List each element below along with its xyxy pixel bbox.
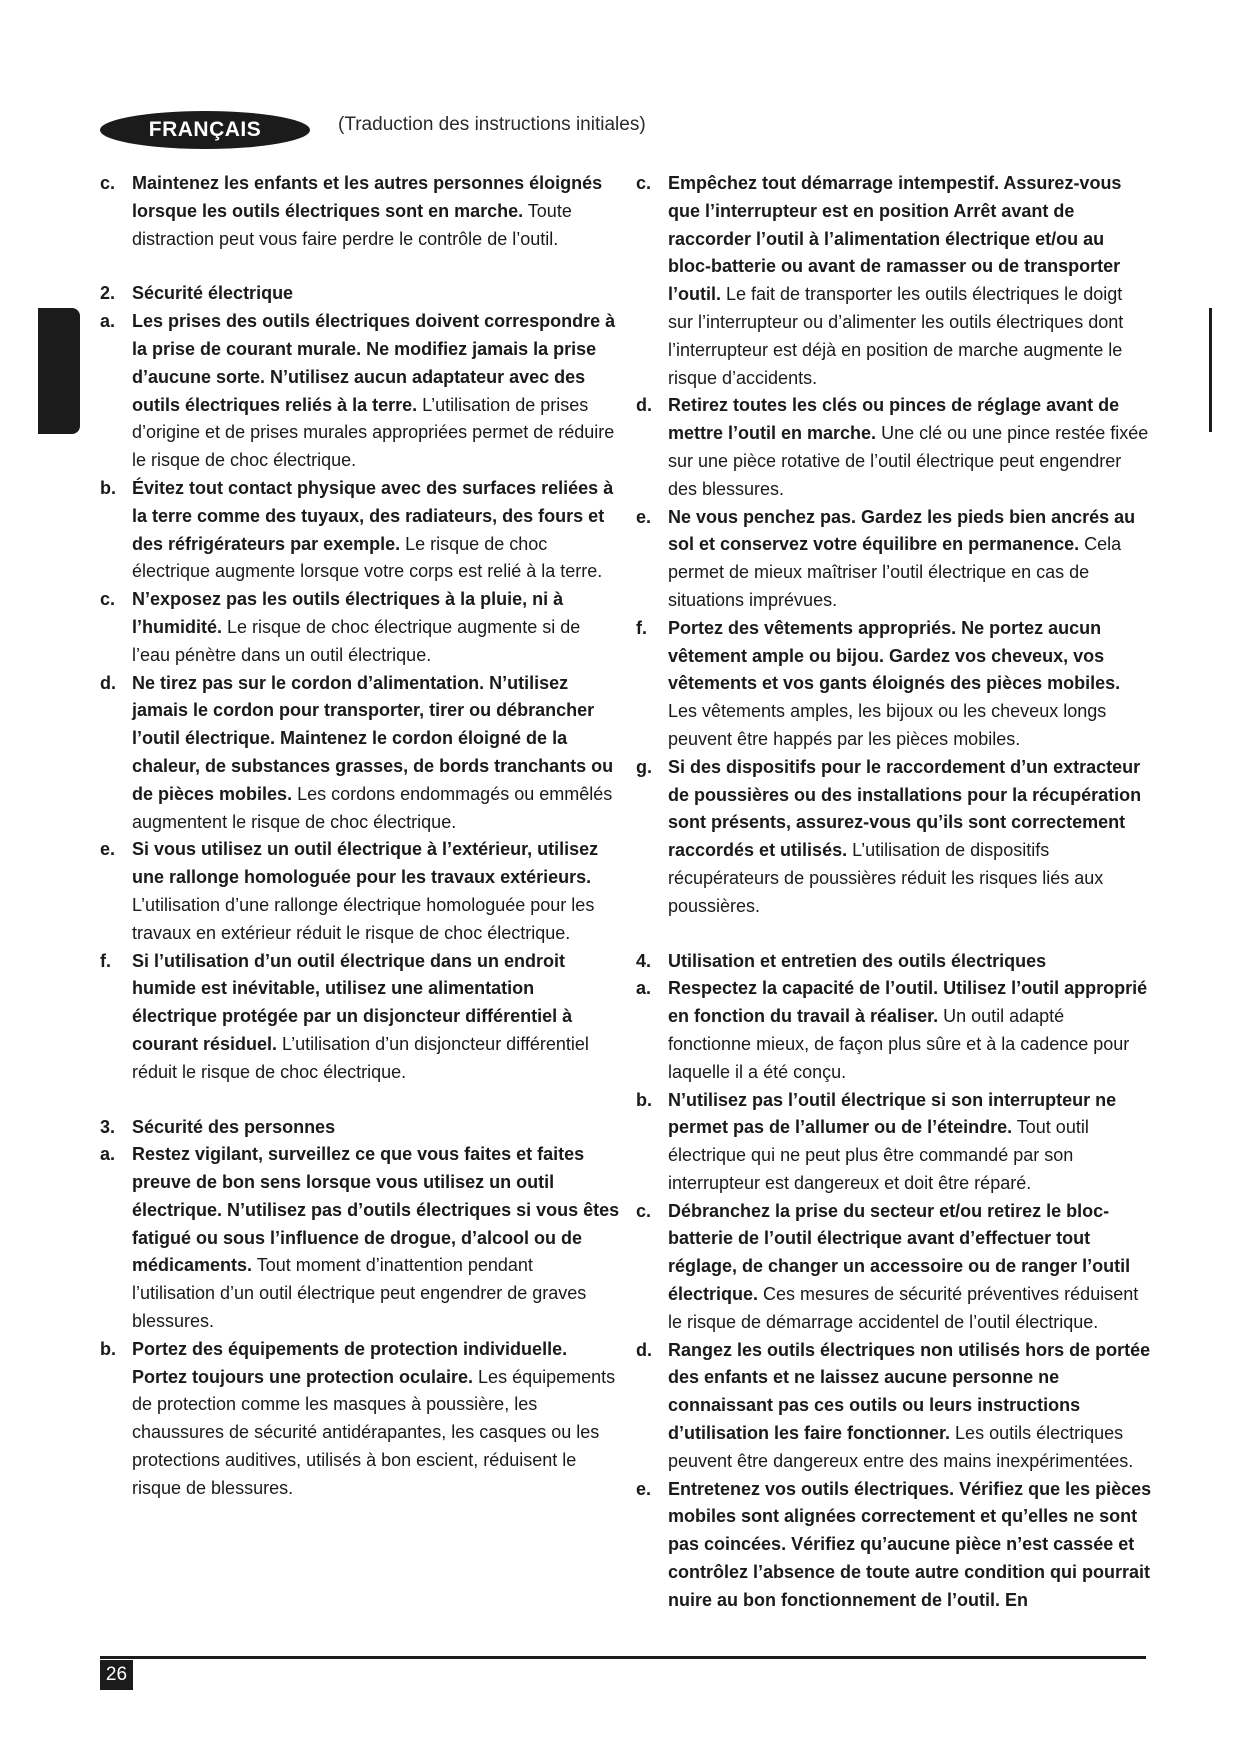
instruction-item xyxy=(636,392,1152,503)
instruction-item xyxy=(100,1141,620,1336)
item-normal-text: Le fait de transporter les outils électriques le doigt sur l’interrupteur ou d’alimenter les outils électriques dont l’interrupteur est déjà en position de marche augmente le risque d’accidents. xyxy=(668,284,1124,388)
item-bold-text: Évitez tout contact physique avec des surfaces reliées à la terre comme des tuyaux, des radiateurs, des fours et des réfrigérateurs par exemple. xyxy=(132,477,614,554)
item-label: b. xyxy=(100,477,116,498)
heading-text: Sécurité électrique xyxy=(132,283,294,304)
item-bold-text: Si vous utilisez un outil électrique à l’extérieur, utilisez une rallonge homologuée pour les travaux extérieurs. xyxy=(132,839,599,888)
instruction-item xyxy=(100,586,620,669)
left-column xyxy=(100,170,620,1503)
item-normal-text: Tout moment d’inattention pendant l’utilisation d’un outil électrique peut engendrer de graves blessures. xyxy=(132,1255,587,1332)
footer-rule xyxy=(100,1656,1146,1659)
item-label: a. xyxy=(636,978,652,999)
item-bold-text: Portez des vêtements appropriés. Ne portez aucun vêtement ample ou bijou. Gardez vos cheveux, vos vêtements et vos gants éloignés des pièces mobiles. xyxy=(668,617,1121,694)
item-label: f. xyxy=(636,617,647,638)
item-bold-text: Ne vous penchez pas. Gardez les pieds bien ancrés au sol et conservez votre équilibre en permanence. xyxy=(668,506,1136,555)
side-tab-marker xyxy=(38,308,80,434)
translation-note: (Traduction des instructions initiales) xyxy=(338,114,646,135)
item-label: d. xyxy=(636,1339,652,1360)
item-normal-text: Ces mesures de sécurité préventives réduisent le risque de démarrage accidentel de l’outil électrique. xyxy=(668,1284,1139,1332)
section-heading xyxy=(100,1114,620,1142)
section-gap xyxy=(100,1087,620,1114)
item-label: 3. xyxy=(100,1116,116,1137)
item-normal-text: Une clé ou une pince restée fixée sur une pièce rotative de l’outil électrique peut engendrer des blessures. xyxy=(668,423,1149,499)
item-label: a. xyxy=(100,311,116,332)
item-normal-text: Les vêtements amples, les bijoux ou les cheveux longs peuvent être happés par les pièces mobiles. xyxy=(668,701,1107,749)
item-label: b. xyxy=(636,1089,652,1110)
item-normal-text: L’utilisation d’une rallonge électrique homologuée pour les travaux en extérieur réduit le risque de choc électrique. xyxy=(132,894,595,943)
item-label: c. xyxy=(100,589,116,610)
right-column xyxy=(636,170,1152,1615)
instruction-item xyxy=(100,475,620,586)
side-line-marker xyxy=(1209,308,1212,432)
item-bold-text: Respectez la capacité de l’outil. Utilisez l’outil approprié en fonction du travail à réaliser. xyxy=(668,978,1148,1027)
heading-text: Utilisation et entretien des outils électriques xyxy=(668,950,1047,971)
item-normal-text: Tout outil électrique qui ne peut plus être commandé par son interrupteur est dangereux et doit être réparé. xyxy=(668,1117,1089,1193)
instruction-item xyxy=(636,1198,1152,1337)
instruction-item xyxy=(100,670,620,837)
page-number: 26 xyxy=(100,1660,133,1690)
item-label: e. xyxy=(636,1478,652,1499)
item-bold-text: Portez des équipements de protection individuelle. Portez toujours une protection oculaire. xyxy=(132,1338,568,1387)
instruction-item xyxy=(636,504,1152,615)
instruction-item xyxy=(636,754,1152,921)
instruction-item xyxy=(100,1336,620,1503)
instruction-item xyxy=(636,170,1152,392)
item-bold-text: Rangez les outils électriques non utilisés hors de portée des enfants et ne laissez aucune personne ne connaissant pas ces outils ou leurs instructions d’utilisation les faire fonctionner. xyxy=(668,1339,1151,1444)
item-label: g. xyxy=(636,756,652,777)
item-bold-text: N’exposez pas les outils électriques à la pluie, ni à l’humidité. xyxy=(132,589,564,637)
instruction-item xyxy=(636,1476,1152,1615)
item-bold-text: Empêchez tout démarrage intempestif. Assurez-vous que l’interrupteur est en position Arrêt avant de raccorder l’outil à l’alimentation électrique et/ou au bloc-batterie ou avant de ramasser ou de transporter l’outil. xyxy=(668,173,1122,305)
language-badge: FRANÇAIS xyxy=(100,111,310,149)
item-bold-text: Restez vigilant, surveillez ce que vous faites et faites preuve de bon sens lorsque vous utilisez un outil électrique. N’utilisez pas d’outils électriques si vous êtes fatigué ou sous l’influence de drogue, d’alcool ou de médicaments. xyxy=(132,1144,620,1276)
item-normal-text: L’utilisation de dispositifs récupérateurs de poussières réduit les risques liés aux poussières. xyxy=(668,840,1104,916)
item-normal-text: L’utilisation d’un disjoncteur différentiel réduit le risque de choc électrique. xyxy=(132,1033,589,1082)
instruction-item xyxy=(636,975,1152,1086)
instruction-item xyxy=(100,836,620,947)
item-label: d. xyxy=(636,395,652,416)
item-bold-text: Les prises des outils électriques doivent correspondre à la prise de courant murale. Ne modifiez jamais la prise d’aucune sorte. N’utilisez aucun adaptateur avec des outils électriques reliés à la terre. xyxy=(132,311,616,415)
item-label: c. xyxy=(636,1200,652,1221)
item-normal-text: Cela permet de mieux maîtriser l’outil électrique en cas de situations imprévues. xyxy=(668,534,1122,610)
item-label: d. xyxy=(100,672,116,693)
instruction-item xyxy=(100,170,620,253)
item-normal-text: Les cordons endommagés ou emmêlés augmentent le risque de choc électrique. xyxy=(132,783,613,832)
item-bold-text: Débranchez la prise du secteur et/ou retirez le bloc-batterie de l’outil électrique avant d’effectuer tout réglage, de changer un accessoire ou de ranger l’outil électrique. xyxy=(668,1200,1131,1305)
item-bold-text: Maintenez les enfants et les autres personnes éloignés lorsque les outils électriques sont en marche. xyxy=(132,173,603,221)
section-gap xyxy=(100,253,620,280)
item-normal-text: Les équipements de protection comme les masques à poussière, les chaussures de sécurité antidérapantes, les casques ou les protections auditives, utilisés à bon escient, réduisent le risque de blessures. xyxy=(132,1366,616,1498)
item-label: c. xyxy=(100,173,116,193)
section-gap xyxy=(636,921,1152,948)
item-label: 2. xyxy=(100,283,116,304)
item-label: b. xyxy=(100,1338,116,1359)
instruction-item xyxy=(636,1087,1152,1198)
section-heading xyxy=(636,948,1152,976)
item-bold-text: Si des dispositifs pour le raccordement d’un extracteur de poussières ou des installations pour la récupération sont présents, assurez-vous qu’ils sont correctement raccordés et utilisés. xyxy=(668,756,1142,861)
item-label: f. xyxy=(100,950,111,971)
item-normal-text: L’utilisation de prises d’origine et de prises murales appropriées permet de réduire le risque de choc électrique. xyxy=(132,394,615,471)
item-bold-text: Entretenez vos outils électriques. Vérifiez que les pièces mobiles sont alignées correctement et qu’elles ne sont pas coincées. Vérifiez qu’aucune pièce n’est cassée et contrôlez l’absence de toute autre condition qui pourrait nuire au bon fonctionnement de l’outil. En xyxy=(668,1478,1152,1610)
item-bold-text: Ne tirez pas sur le cordon d’alimentation. N’utilisez jamais le cordon pour transporter, tirer ou débrancher l’outil électrique. Maintenez le cordon éloigné de la chaleur, de substances grasses, de bords tranchants ou de pièces mobiles. xyxy=(132,672,614,804)
item-label: e. xyxy=(100,839,116,860)
item-normal-text: Toute distraction peut vous faire perdre le contrôle de l’outil. xyxy=(132,200,572,249)
item-label: a. xyxy=(100,1144,116,1165)
instruction-item xyxy=(636,1337,1152,1476)
item-label: 4. xyxy=(636,950,652,971)
item-label: e. xyxy=(636,506,652,527)
item-normal-text: Le risque de choc électrique augmente si de l’eau pénètre dans un outil électrique. xyxy=(132,616,581,665)
item-normal-text: Les outils électriques peuvent être dangereux entre des mains inexpérimentées. xyxy=(668,1423,1134,1471)
item-bold-text: Si l’utilisation d’un outil électrique dans un endroit humide est inévitable, utilisez une alimentation électrique protégée par un disjoncteur différentiel à courant résiduel. xyxy=(132,950,573,1054)
instruction-item xyxy=(100,308,620,475)
instruction-item xyxy=(636,615,1152,754)
item-bold-text: N’utilisez pas l’outil électrique si son interrupteur ne permet pas de l’allumer ou de l’éteindre. xyxy=(668,1089,1117,1138)
item-bold-text: Retirez toutes les clés ou pinces de réglage avant de mettre l’outil en marche. xyxy=(668,395,1120,444)
item-normal-text: Un outil adapté fonctionne mieux, de façon plus sûre et à la cadence pour laquelle il a été conçu. xyxy=(668,1006,1130,1082)
heading-text: Sécurité des personnes xyxy=(132,1116,336,1137)
item-normal-text: Le risque de choc électrique augmente lorsque votre corps est relié à la terre. xyxy=(132,533,603,582)
section-heading xyxy=(100,280,620,308)
item-label: c. xyxy=(636,173,652,193)
instruction-item xyxy=(100,948,620,1087)
